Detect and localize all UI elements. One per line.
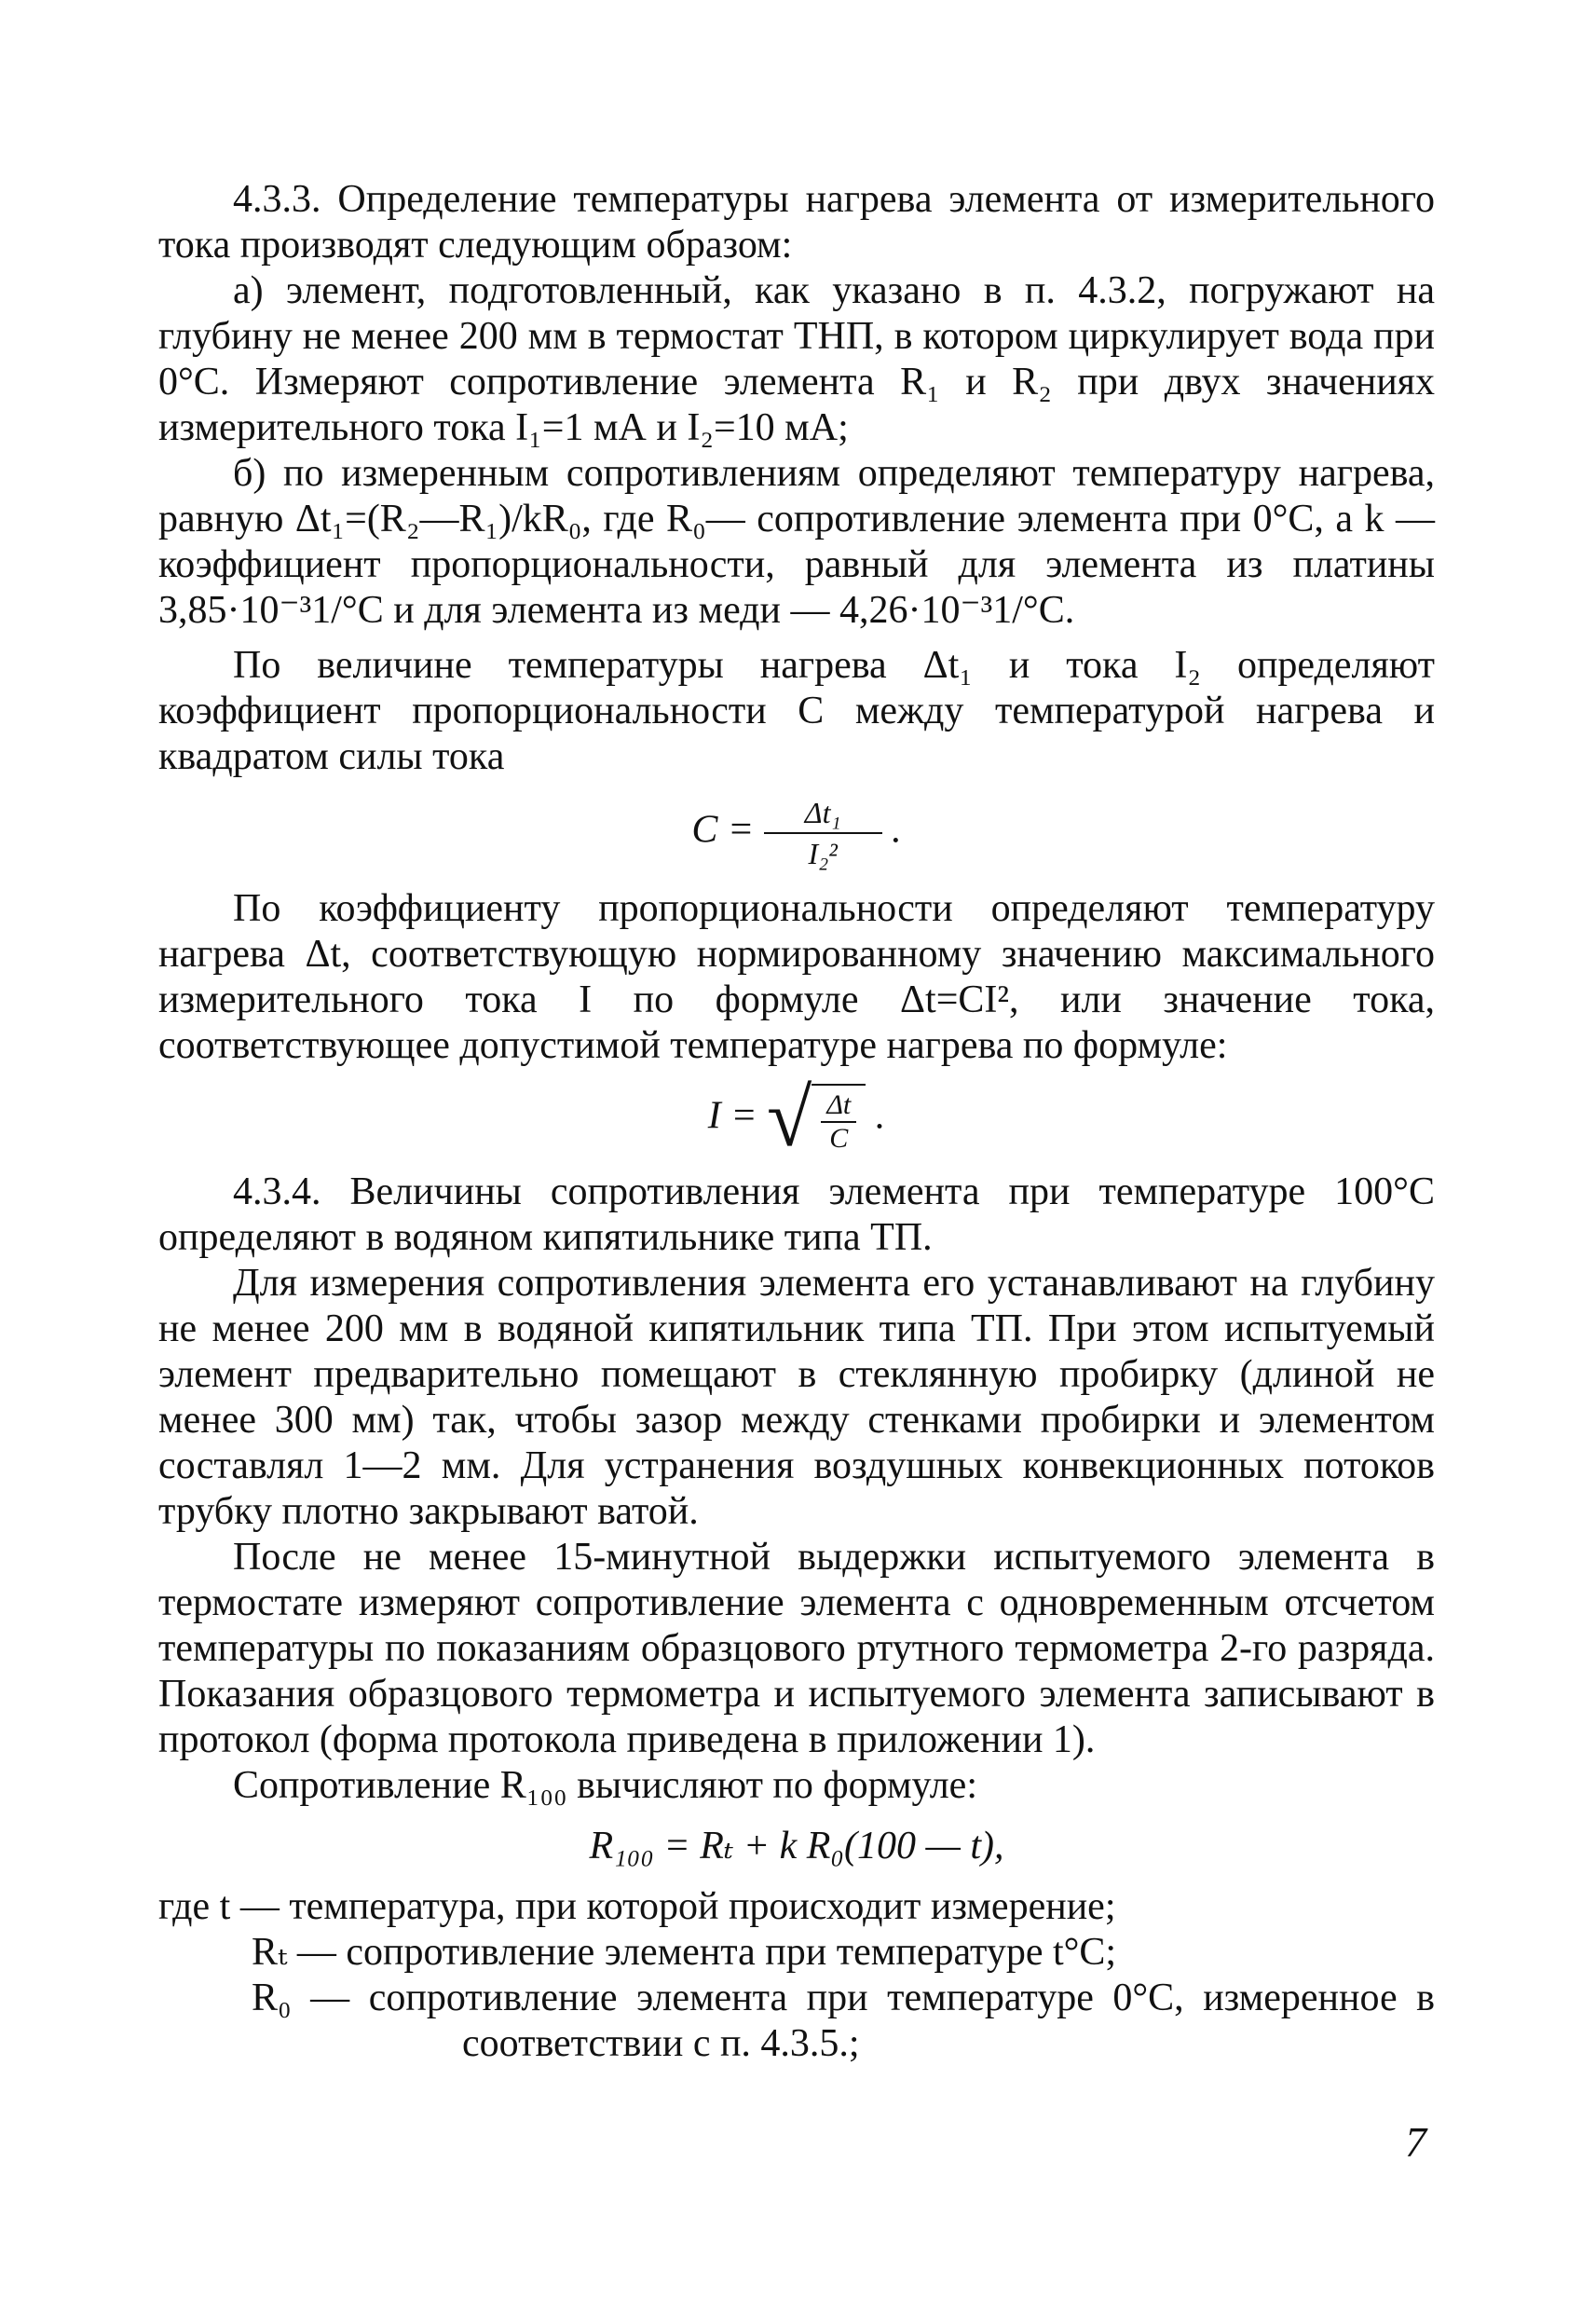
paragraph-heating: По величине температуры нагрева Δt₁ и тока I₂ определяют коэффициент пропорциональности С между температурой нагрева и квадратом силы тока bbox=[158, 644, 1435, 778]
definition-rt: Rₜ — сопротивление элемента при температуре t°С; bbox=[252, 1931, 1117, 1974]
paragraph-4-3-3: 4.3.3. Определение температуры нагрева элемента от измерительного тока производят следующим образом: bbox=[158, 178, 1435, 267]
formula-i bbox=[158, 1074, 1435, 1164]
paragraph-item-b: б) по измеренным сопротивлениям определяют температуру нагрева, равную Δt₁=(R₂—R₁)/kR₀, где R₀— сопротивление элемента при 0°С, а k — коэффициент пропорциональности, равный для элемента из платины 3,85·10⁻³1/°С и для элемента из меди — 4,26·10⁻³1/°С. bbox=[158, 452, 1435, 632]
definition-r0: R₀ — сопротивление элемента при температуре 0°С, измеренное в соответствии с п. 4.3.5.; bbox=[252, 1977, 1435, 2065]
formula-c-fraction bbox=[764, 795, 882, 871]
formula-r100: R₁₀₀ = Rₜ + k R₀(100 — t), bbox=[589, 1825, 1004, 1867]
formula-c-denominator: I₂² bbox=[808, 837, 838, 870]
page-number: 7 bbox=[1405, 2118, 1426, 2166]
paragraph-exposure: После не менее 15-минутной выдержки испытуемого элемента в термостате измеряют сопротивление элемента с одновременным отсчетом температуры по показаниям образцового ртутного термометра 2-го разряда. Показания образцового термометра и испытуемого элемента записывают в протокол (форма протокола приведена в приложении 1). bbox=[158, 1536, 1435, 1761]
formula-i-lhs: I = bbox=[707, 1094, 757, 1138]
paragraph-coefficient: По коэффициенту пропорциональности определяют температуру нагрева Δt, соответствующую нормированному значению максимального измерительного тока I по формуле Δt=CI², или значение тока, соответствующее допустимой температуре нагрева по формуле: bbox=[158, 887, 1435, 1067]
formula-c bbox=[158, 795, 1435, 871]
radical-sign: √ bbox=[767, 1074, 812, 1164]
formula-i-denominator: C bbox=[829, 1123, 849, 1154]
paragraph-item-a: а) элемент, подготовленный, как указано в п. 4.3.2, погружают на глубину не менее 200 мм в термостат ТНП, в котором циркулирует вода при 0°С. Измеряют сопротивление элемента R₁ и R₂ при двух значениях измерительного тока I₁=1 мА и I₂=10 мА; bbox=[158, 269, 1435, 449]
formula-i-numerator: Δt bbox=[821, 1089, 856, 1123]
page-body bbox=[158, 177, 1435, 2067]
formula-c-lhs: C = bbox=[691, 808, 755, 852]
formula-c-numerator: Δt₁ bbox=[764, 795, 882, 834]
definition-t: где t — температура, при которой происходит измерение; bbox=[158, 1885, 1116, 1928]
formula-i-root bbox=[767, 1074, 866, 1164]
formula-c-tail: . bbox=[892, 808, 902, 852]
paragraph-r100: Сопротивление R₁₀₀ вычисляют по формуле: bbox=[233, 1764, 977, 1807]
formula-i-tail: . bbox=[875, 1094, 886, 1138]
formula-i-radicand bbox=[812, 1084, 866, 1155]
paragraph-4-3-4: 4.3.4. Величины сопротивления элемента при температуре 100°С определяют в водяном кипятильнике типа ТП. bbox=[158, 1170, 1435, 1259]
paragraph-measurement: Для измерения сопротивления элемента его устанавливают на глубину не менее 200 мм в водяной кипятильник типа ТП. При этом испытуемый элемент предварительно помещают в стеклянную пробирку (длиной не менее 300 мм) так, чтобы зазор между стенками пробирки и элементом составлял 1—2 мм. Для устранения воздушных конвекционных потоков трубку плотно закрывают ватой. bbox=[158, 1262, 1435, 1533]
